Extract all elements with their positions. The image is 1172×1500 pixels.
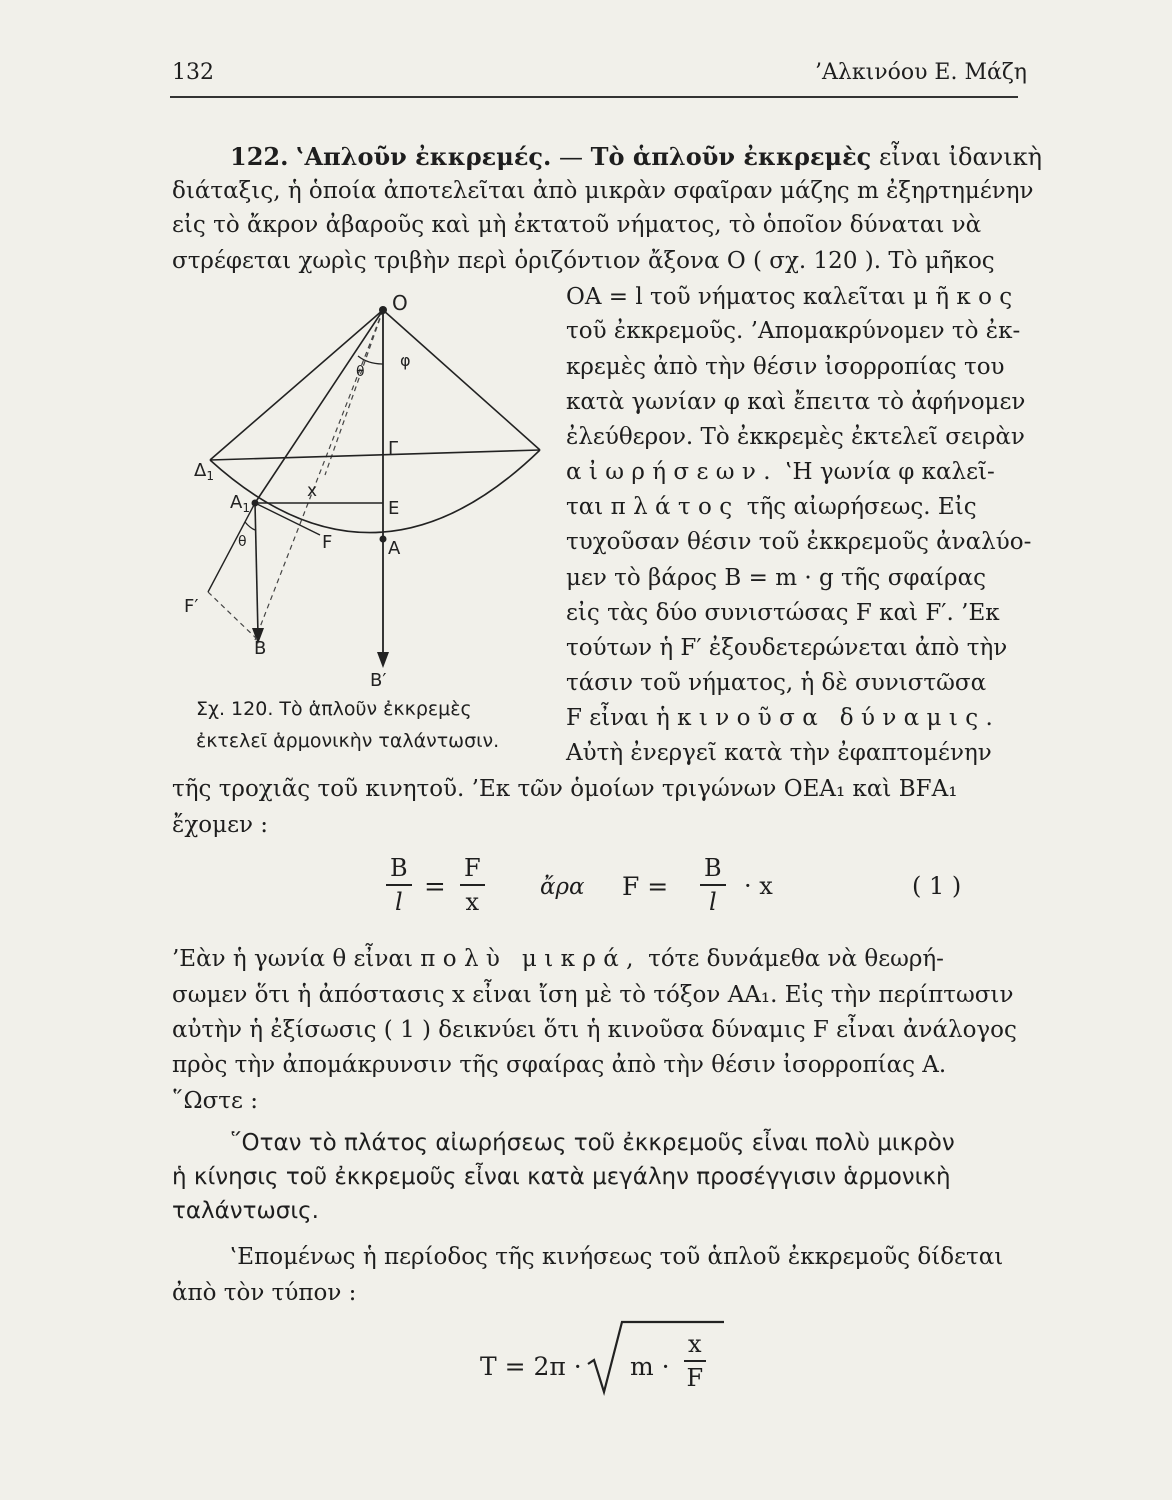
eq1-lhs: F = [622,872,669,901]
header-rule [170,96,1018,98]
thread-line [255,310,383,503]
dashed-line [208,592,258,640]
eq1-tail: · x [744,872,773,900]
phi-arc [358,356,383,364]
ara-word: ἄρα [540,874,585,900]
text-line: διάταξις, ἡ ὁποία ἀποτελεῖται ἀπὸ μικρὰν σφαῖραν μάζης m ἐξηρτημένην [172,178,1034,204]
label-phi: φ [400,351,411,370]
text-line: ’Εὰν ἡ γωνία θ εἶναι πολὺ μικρά, τότε δυνάμεθα νὰ θεωρή- [172,946,944,972]
highlight-line: ταλάντωσις. [172,1198,319,1224]
eq2-lhs: T = 2π · [480,1352,582,1381]
text-line: σωμεν ὅτι ἡ ἀπόστασις x εἶναι ἴση μὲ τὸ τόξον ΑΑ₁. Εἰς τὴν περίπτωσιν [172,982,1014,1008]
text-line: εἰς τὸ ἄκρον ἀβαροῦς καὶ μὴ ἐκτατοῦ νήματος, τὸ ὁποῖον δύναται νὰ [172,212,982,238]
text-line: κατὰ γωνίαν φ καὶ ἔπειτα τὸ ἀφήνομεν [566,389,1026,415]
label-f-prime: F′ [184,596,199,617]
section-number: 122. [230,142,289,171]
figure-caption-line2: ἐκτελεῖ ἁρμονικὴν ταλάντωσιν. [196,730,500,752]
point-a [380,536,387,543]
label-theta-low: θ [238,534,247,550]
label-a: A [388,538,401,559]
eq2-m: m · [630,1352,670,1381]
fraction-b-over-l: $\frac{B}{l}$ [386,854,412,916]
text-line: κρεμὲς ἀπὸ τὴν θέσιν ἰσορροπίας του [566,354,1005,380]
label-delta1: $\Delta_1$ [194,460,214,483]
text-line: τοῦ ἐκκρεμοῦς. ’Απομακρύνομεν τὸ ἐκ- [566,318,1021,344]
highlight-line: ῞Οταν τὸ πλάτος αἰωρήσεως τοῦ ἐκκρεμοῦς εἶναι πολὺ μικρὸν [230,1130,955,1156]
label-o: O [392,291,408,315]
fraction-b-over-l-2: $\frac{B}{l}$ [700,854,726,916]
text-line: μεν τὸ βάρος Β = m · g τῆς σφαίρας [566,565,986,591]
f-prime-vector [208,503,255,592]
section-lead: Τὸ ἁπλοῦν ἐκκρεμὲς [590,142,872,171]
theta-arc [245,522,255,530]
point-a1 [252,500,259,507]
f-vector [255,503,320,535]
text-line: Αὐτὴ ἐνεργεῖ κατὰ τὴν ἐφαπτομένην [566,740,992,766]
label-a1: $A_1$ [230,492,250,515]
text-line: εἰς τὰς δύο συνιστώσας F καὶ F′. ’Εκ [566,600,1000,626]
text-line: ἔχομεν : [172,812,269,838]
text-line: πρὸς τὴν ἀπομάκρυνσιν τῆς σφαίρας ἀπὸ τὴν θέσιν ἰσορροπίας Α. [172,1052,947,1078]
weight-vector [255,503,258,635]
text-line: ται πλάτος τῆς αἰωρήσεως. Εἰς [566,494,977,520]
text-line: τούτων ἡ F′ ἐξουδετερώνεται ἀπὸ τὴν [566,635,1008,661]
label-f: F [322,532,333,553]
text-line: τῆς τροχιᾶς τοῦ κινητοῦ. ’Εκ τῶν ὁμοίων τριγώνων ΟΕΑ₁ καὶ ΒFΑ₁ [172,776,958,802]
label-theta-top: θ [356,364,365,380]
pendulum-figure [180,290,560,690]
text-line: αὐτὴν ἡ ἐξίσωσις ( 1 ) δεικνύει ὅτι ἡ κινοῦσα δύναμις F εἶναι ἀνάλογος [172,1017,1017,1043]
equation-number: ( 1 ) [912,872,962,900]
equals-sign: = [424,872,446,902]
section-title: ‛Απλοῦν ἐκκρεμές. [296,142,552,171]
label-b: B [254,638,267,659]
l1-rest: εἶναι ἰδανικὴ [878,143,1043,171]
text-line: αἰωρήσεων. ‛Η γωνία φ καλεῖ- [566,459,995,485]
label-e: E [388,498,400,519]
text-line: στρέφεται χωρὶς τριβὴν περὶ ὁριζόντιον ἄξονα Ο ( σχ. 120 ). Τὸ μῆκος [172,248,995,274]
cone-line-left [210,310,383,460]
label-x: x [307,481,318,501]
text-line: τυχοῦσαν θέσιν τοῦ ἐκκρεμοῦς ἀναλύο- [566,529,1032,555]
fraction-f-over-x: $\frac{F}{x}$ [460,854,485,916]
text-line: ‛Επομένως ἡ περίοδος τῆς κινήσεως τοῦ ἁπλοῦ ἐκκρεμοῦς δίδεται [230,1244,1004,1270]
running-title: ’Αλκινόου Ε. Μάζη [815,60,1027,85]
point-o [379,306,387,314]
page-number: 132 [172,60,214,85]
figure-caption-line1: Σχ. 120. Τὸ ἁπλοῦν ἐκκρεμὲς [196,698,472,720]
text-line: ΟΑ = l τοῦ νήματος καλεῖται μῆκος [566,284,1020,310]
text-line: ἐλεύθερον. Τὸ ἐκκρεμὲς ἐκτελεῖ σειρὰν [566,424,1025,450]
text-line: ῞Ωστε : [172,1088,258,1114]
label-b-prime: B′ [370,670,387,690]
highlight-line: ἡ κίνησις τοῦ ἐκκρεμοῦς εἶναι κατὰ μεγάλην προσέγγισιν ἁρμονικὴ [172,1164,951,1190]
section-heading-line [230,142,1043,171]
b-prime-arrowhead [377,652,389,668]
text-line: F εἶναι ἡ κινοῦσα δύναμις. [566,705,1001,731]
fraction-x-over-f: $\frac{x}{F}$ [684,1330,706,1392]
cone-line-right [383,310,540,450]
dash: — [559,143,584,171]
arc-path [210,450,540,533]
text-line: ἀπὸ τὸν τύπον : [172,1280,357,1306]
text-line: τάσιν τοῦ νήματος, ἡ δὲ συνιστῶσα [566,670,987,696]
label-gamma: Γ [388,438,399,459]
chord-line [210,450,540,460]
